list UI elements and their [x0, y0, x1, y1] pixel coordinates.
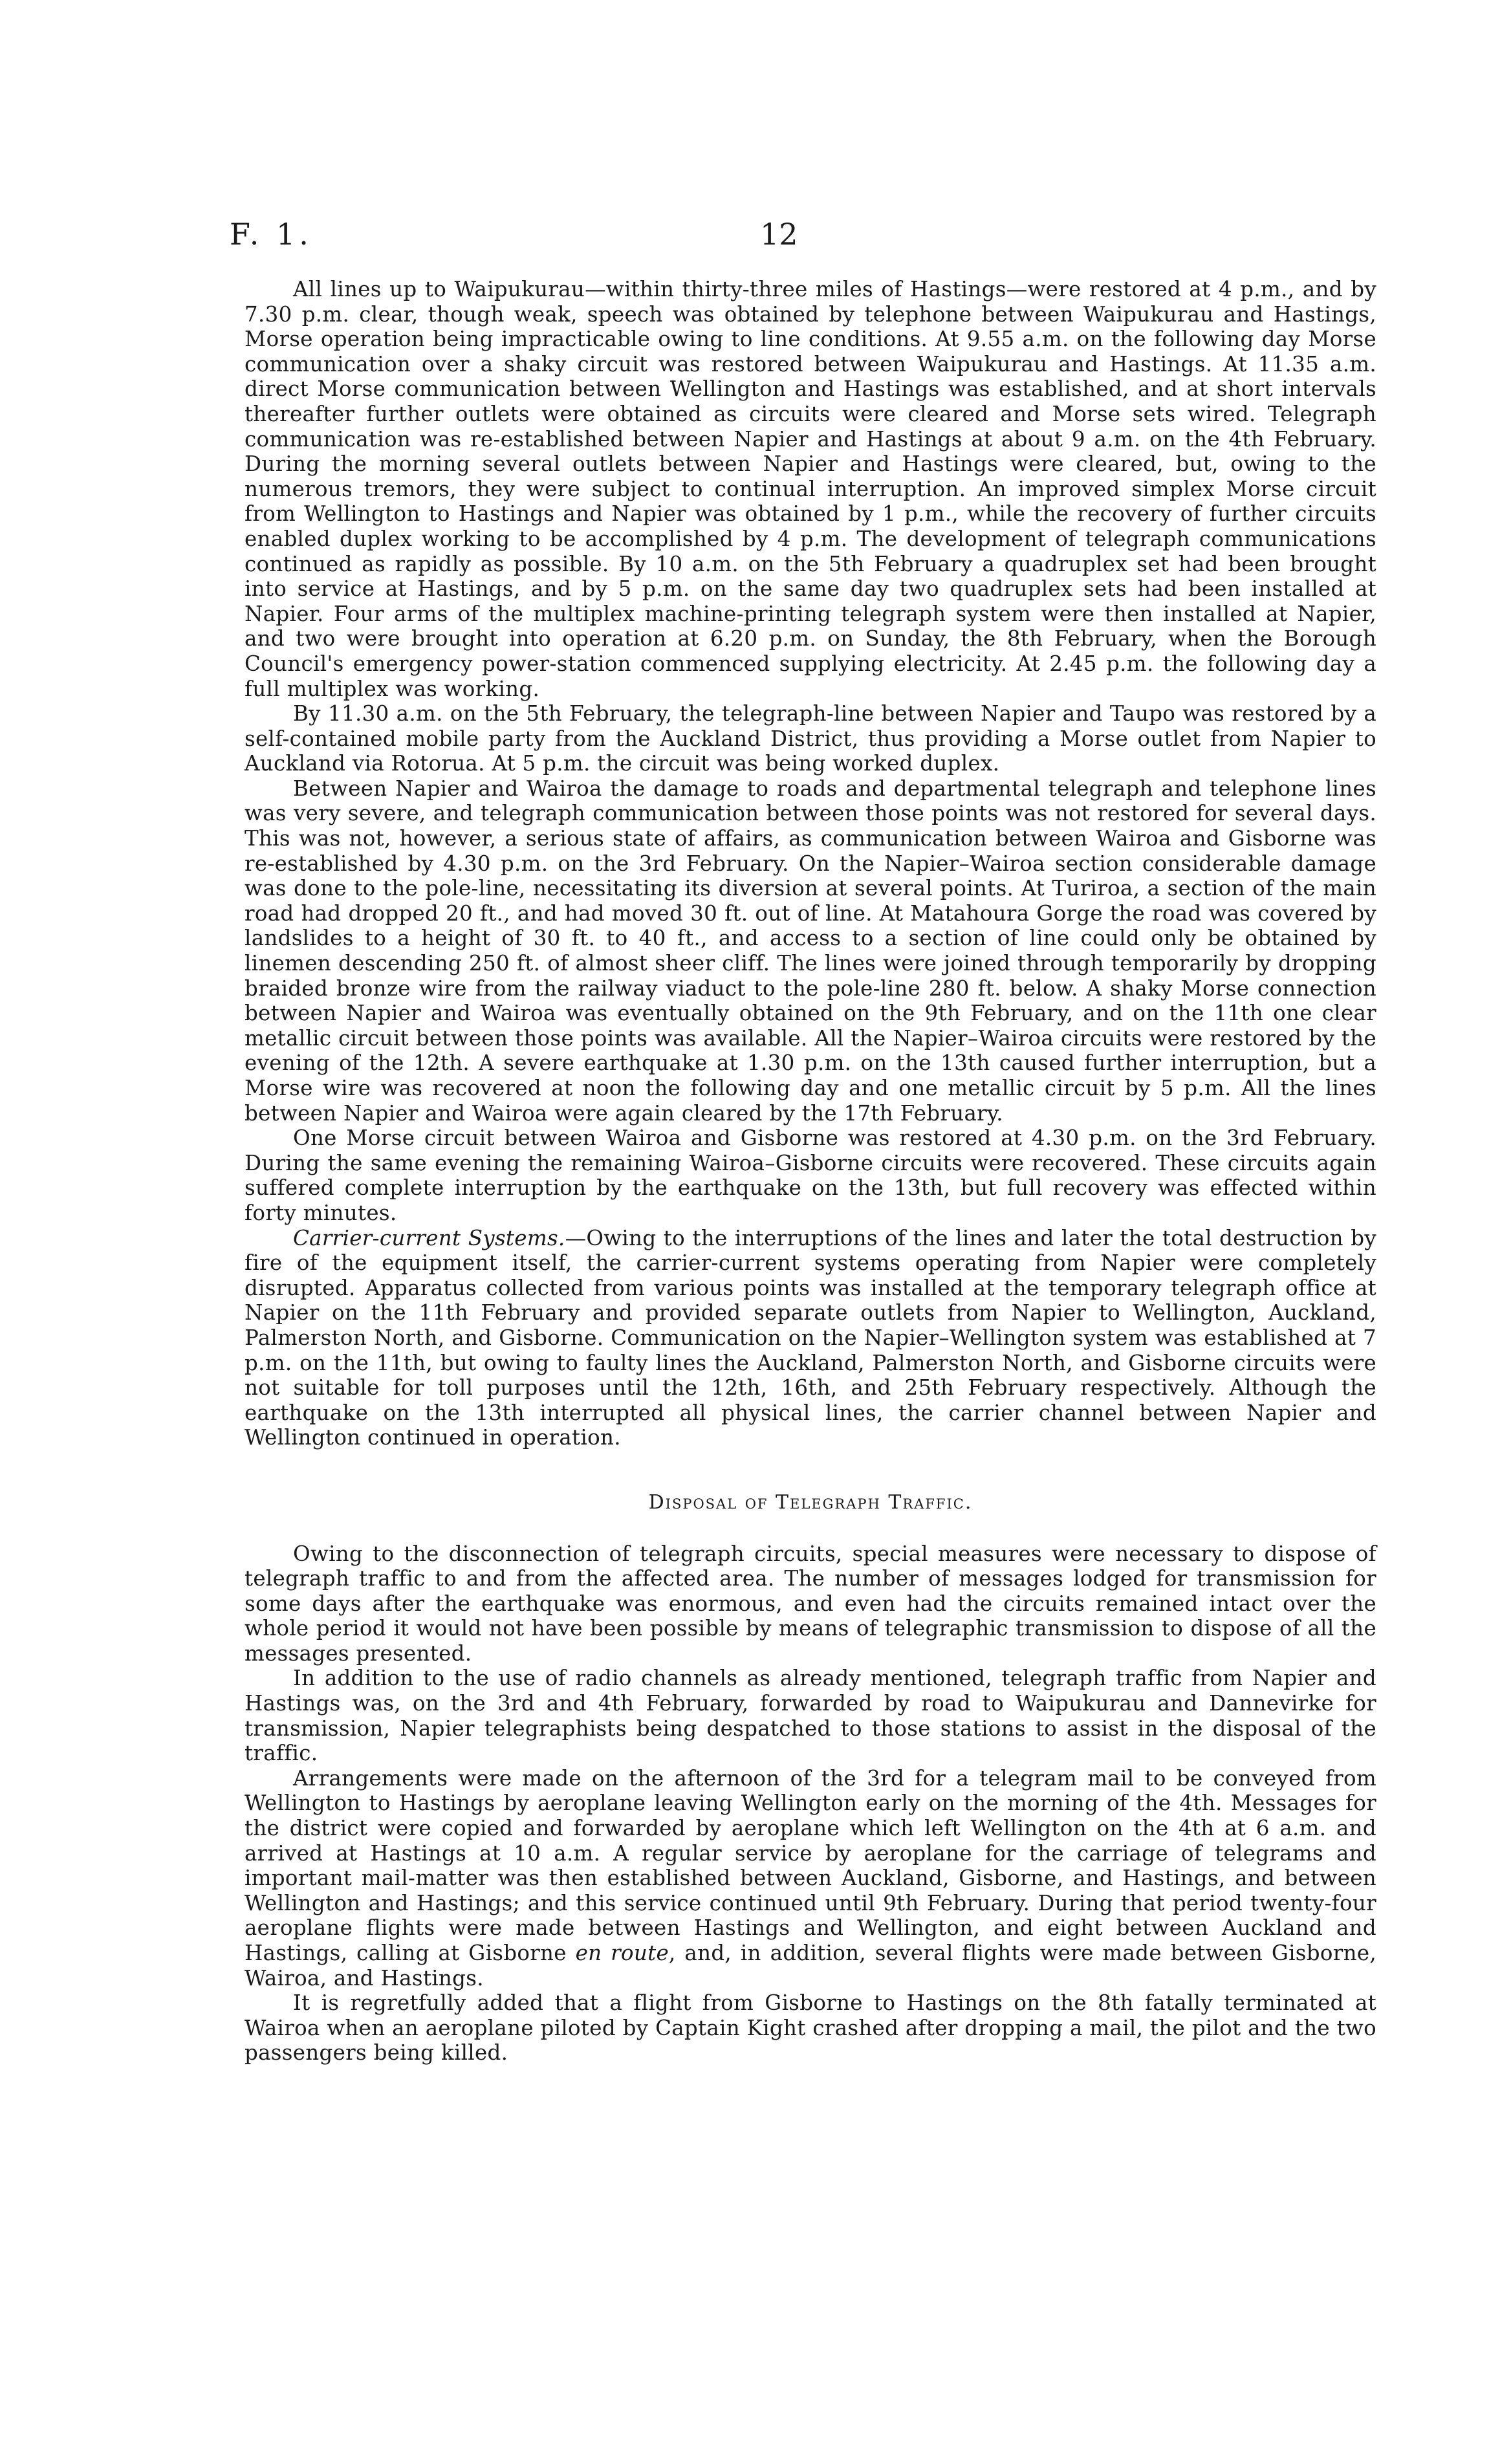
paragraph	[245, 1766, 1376, 1990]
page-header	[230, 215, 1387, 254]
page-number: 12	[760, 217, 798, 252]
paragraph: Owing to the disconnection of telegraph circuits, special measures were necessary to dispose of telegraph traffic to and from the affected area. The number of messages lodged for transmission for some days after the earthquake was enormous, and even had the circuits remained intact over the whole period it would not have been possible by means of telegraphic transmission to dispose of all the messages presented.	[245, 1541, 1376, 1666]
paragraph: Between Napier and Wairoa the damage to roads and departmental telegraph and telephone lines was very severe, and telegraph communication between those points was not restored for several days. This was not, however, a serious state of affairs, as communication between Wairoa and Gisborne was re-established by 4.30 p.m. on the 3rd February. On the Napier–Wairoa section considerable damage was done to the pole-line, necessitating its diversion at several points. At Turiroa, a section of the main road had dropped 20 ft., and had moved 30 ft. out of line. At Matahoura Gorge the road was covered by landslides to a height of 30 ft. to 40 ft., and access to a section of line could only be obtained by linemen descending 250 ft. of almost sheer cliff. The lines were joined through temporarily by dropping braided bronze wire from the railway viaduct to the pole-line 280 ft. below. A shaky Morse connection between Napier and Wairoa was eventually obtained on the 9th February, and on the 11th one clear metallic circuit between those points was available. All the Napier–Wairoa circuits were restored by the evening of the 12th. A severe earthquake at 1.30 p.m. on the 13th caused further interruption, but a Morse wire was recovered at noon the following day and one metallic circuit by 5 p.m. All the lines between Napier and Wairoa were again cleared by the 17th February.	[245, 776, 1376, 1126]
paragraph: In addition to the use of radio channels as already mentioned, telegraph traffic from Napier and Hastings was, on the 3rd and 4th February, forwarded by road to Waipukurau and Dannevirke for transmission, Napier telegraphists being despatched to those stations to assist in the disposal of the traffic.	[245, 1666, 1376, 1766]
document-body	[245, 277, 1376, 2066]
paragraph-text: Arrangements were made on the afternoon of the 3rd for a telegram mail to be conveyed from Wellington to Hastings by aeroplane leaving Wellington early on the morning of the 4th. Messages for the district were copied and forwarded by aeroplane which left Wellington on the 4th at 6 a.m. and arrived at Hastings at 10 a.m. A regular service by aeroplane for the carriage of telegrams and important mail-matter was then established between Auckland, Gisborne, and Hastings, and between Wellington and Hastings; and this service continued until 9th February. During that period twenty-four aeroplane flights were made between Hastings and Wellington, and eight between Auckland and Hastings, calling at Gisborne	[245, 1765, 1376, 1965]
paragraph-text: , and, in addition, several flights were made between Gisborne, Wairoa, and Hastings.	[245, 1941, 1376, 1990]
paragraph: It is regretfully added that a flight from Gisborne to Hastings on the 8th fatally terminated at Wairoa when an aeroplane piloted by Captain Kight crashed after dropping a mail, the pilot and the two passengers being killed.	[245, 1990, 1376, 2066]
subheading-inline: Carrier-current Systems.	[293, 1225, 565, 1250]
paragraph-text: —Owing to the interruptions of the lines and later the total destruction by fire of the equipment itself, the carrier-current systems operating from Napier were completely disrupted. Apparatus collected from various points was installed at the temporary telegraph office at Napier on the 11th February and provided separate outlets from Napier to Wellington, Auckland, Palmerston North, and Gisborne. Communication on the Napier–Wellington system was established at 7 p.m. on the 11th, but owing to faulty lines the Auckland, Palmerston North, and Gisborne circuits were not suitable for toll purposes until the 12th, 16th, and 25th February respectively. Although the earthquake on the 13th interrupted all physical lines, the carrier channel between Napier and Wellington continued in operation.	[245, 1225, 1376, 1450]
section-reference: F. 1.	[230, 217, 312, 252]
paragraph	[245, 1226, 1376, 1450]
paragraph: All lines up to Waipukurau—within thirty-three miles of Hastings—were restored at 4 p.m., and by 7.30 p.m. clear, though weak, speech was obtained by telephone between Waipukurau and Hastings, Morse operation being impracticable owing to line conditions. At 9.55 a.m. on the following day Morse communication over a shaky circuit was restored between Waipukurau and Hastings. At 11.35 a.m. direct Morse communication between Wellington and Hastings was established, and at short intervals thereafter further outlets were obtained as circuits were cleared and Morse sets wired. Telegraph communication was re-established between Napier and Hastings at about 9 a.m. on the 4th February. During the morning several outlets between Napier and Hastings were cleared, but, owing to the numerous tremors, they were subject to continual interruption. An improved simplex Morse circuit from Wellington to Hastings and Napier was obtained by 1 p.m., while the recovery of further circuits enabled duplex working to be accomplished by 4 p.m. The development of telegraph communications continued as rapidly as possible. By 10 a.m. on the 5th February a quadruplex set had been brought into service at Hastings, and by 5 p.m. on the same day two quadruplex sets had been installed at Napier. Four arms of the multiplex machine-printing telegraph system were then installed at Napier, and two were brought into operation at 6.20 p.m. on Sunday, the 8th February, when the Borough Council's emergency power-station commenced supplying electricity. At 2.45 p.m. the following day a full multiplex was working.	[245, 277, 1376, 701]
paragraph: By 11.30 a.m. on the 5th February, the telegraph-line between Napier and Taupo was restored by a self-contained mobile party from the Auckland District, thus providing a Morse outlet from Napier to Auckland via Rotorua. At 5 p.m. the circuit was being worked duplex.	[245, 701, 1376, 776]
section-heading: Disposal of Telegraph Traffic.	[648, 1490, 973, 1514]
italic-phrase: en route	[575, 1941, 669, 1965]
paragraph: One Morse circuit between Wairoa and Gisborne was restored at 4.30 p.m. on the 3rd February. During the same evening the remaining Wairoa–Gisborne circuits were recovered. These circuits again suffered complete interruption by the earthquake on the 13th, but full recovery was effected within forty minutes.	[245, 1126, 1376, 1225]
